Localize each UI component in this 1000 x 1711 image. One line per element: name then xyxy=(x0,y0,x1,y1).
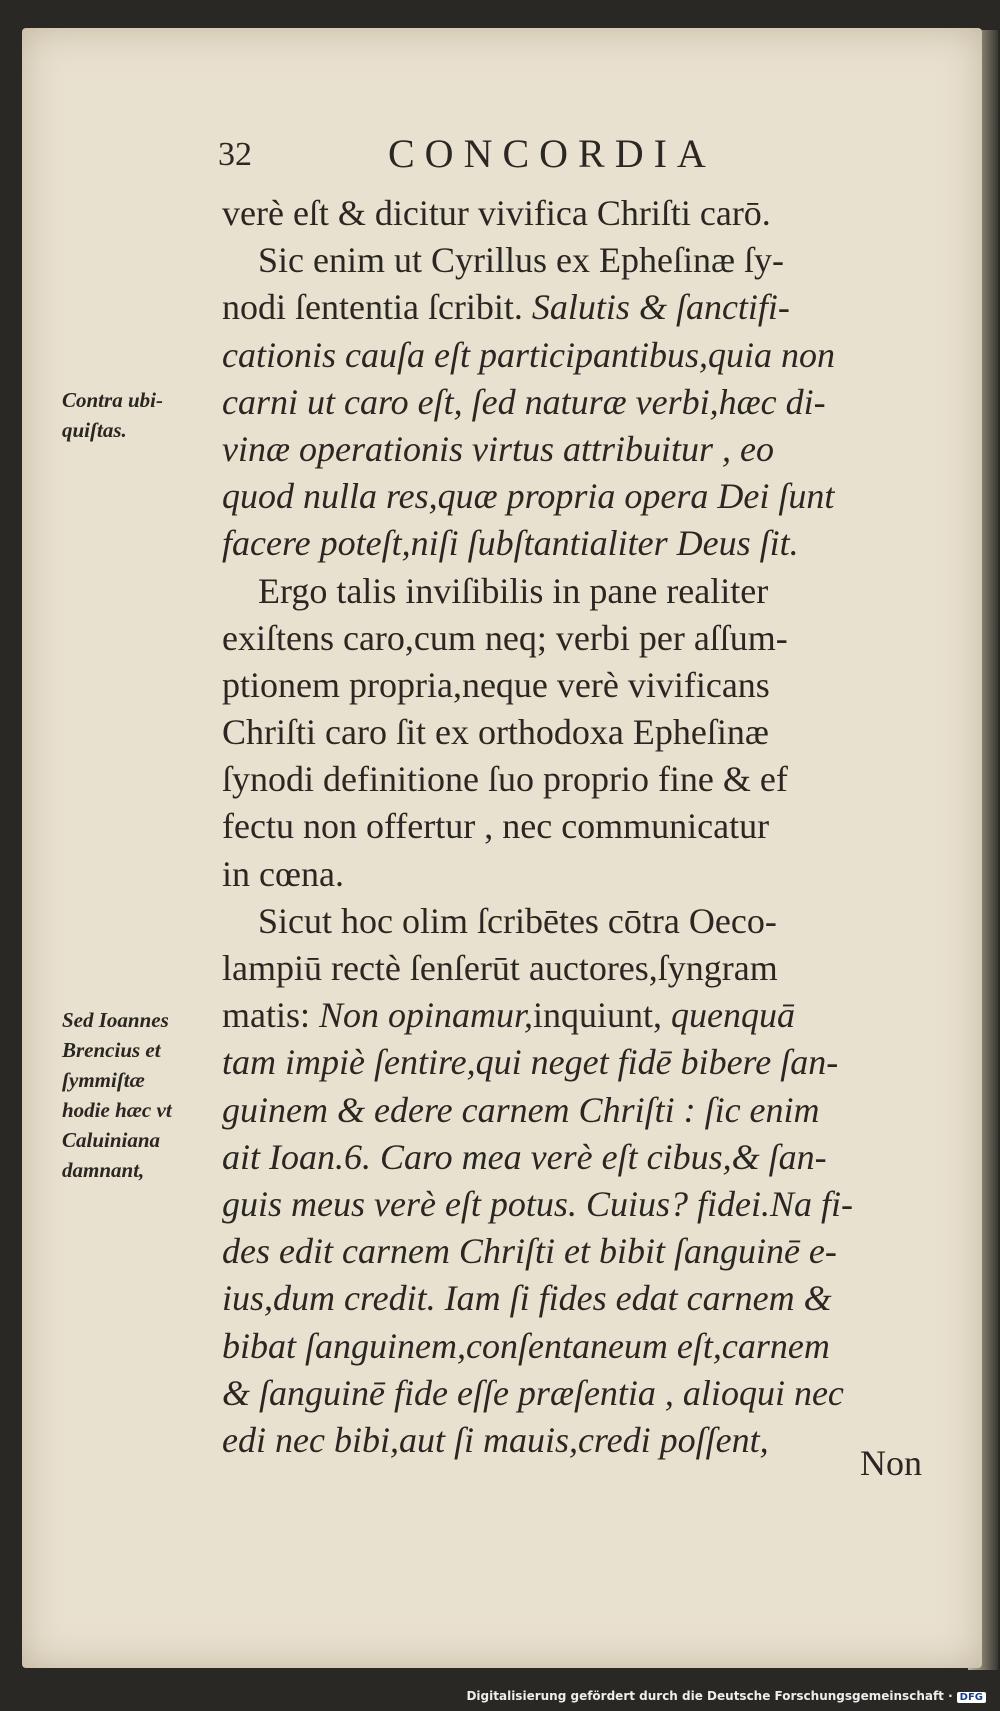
text-segment: guis meus verè eſt potus. Cuius? fidei.Na fi- xyxy=(222,1183,853,1224)
text-line xyxy=(222,1087,922,1134)
text-segment: in cœna. xyxy=(222,853,344,894)
text-line xyxy=(222,945,922,992)
text-segment: Salutis & ſanctifi- xyxy=(531,287,790,328)
text-segment: quod nulla res,quæ propria opera Dei ſunt xyxy=(222,476,835,517)
running-header xyxy=(218,130,878,190)
text-segment: ius,dum credit. Iam ſi fides edat carnem & xyxy=(222,1278,832,1319)
text-segment: bibat ſanguinem,conſentaneum eſt,carnem xyxy=(222,1325,830,1366)
text-segment: verè eſt & dicitur vivifica Chriſti carō. xyxy=(222,193,771,233)
text-line xyxy=(222,426,922,473)
marginal-line: quiſtas. xyxy=(62,418,127,442)
text-line xyxy=(222,190,922,237)
text-segment: ait Ioan.6. Caro mea verè eſt cibus,& ſan- xyxy=(222,1136,827,1177)
dfg-logo: DFG xyxy=(957,1692,986,1703)
text-line xyxy=(222,756,922,803)
marginal-line: ſymmiſtæ xyxy=(62,1068,145,1092)
text-line xyxy=(222,1228,922,1275)
text-segment: tam impiè ſentire,qui neget fidē bibere ſan- xyxy=(222,1042,839,1083)
text-line xyxy=(222,284,922,331)
text-segment: fectu non offertur , nec communicatur xyxy=(222,806,770,847)
text-segment: nodi ſententia ſcribit. xyxy=(222,287,532,328)
marginal-line: Brencius et xyxy=(62,1038,161,1062)
text-segment: exiſtens caro,cum neq; verbi per aſſum- xyxy=(222,617,788,658)
text-segment: & ſanguinē fide eſſe præſentia , alioqui nec xyxy=(222,1372,844,1413)
text-line xyxy=(222,332,922,379)
text-segment: ptionem propria,neque verè vivificans xyxy=(222,664,770,705)
text-line xyxy=(222,1181,922,1228)
running-title: CONCORDIA xyxy=(388,131,716,176)
text-line xyxy=(222,568,922,615)
text-line xyxy=(222,473,922,520)
text-line xyxy=(222,851,922,898)
marginal-line: Caluiniana xyxy=(62,1128,161,1152)
credit-text: Digitalisierung gefördert durch die Deutsche Forschungsgemeinschaft · xyxy=(466,1689,953,1703)
catchword: Non xyxy=(860,1443,922,1483)
text-segment: Chriſti caro ſit ex orthodoxa Epheſinæ xyxy=(222,712,769,753)
text-segment: carni ut caro eſt, ſed naturæ verbi,hæc di- xyxy=(222,381,826,422)
text-segment: edi nec bibi,aut ſi mauis,credi poſſent, xyxy=(222,1419,769,1460)
text-line xyxy=(222,1275,922,1322)
text-line xyxy=(222,1323,922,1370)
text-segment: Sic enim ut Cyrillus ex Epheſinæ ſy- xyxy=(258,240,784,281)
text-segment: quenquā xyxy=(671,995,796,1036)
main-text xyxy=(222,190,922,1464)
text-segment: Ergo talis inviſibilis in pane realiter xyxy=(258,570,769,611)
text-line xyxy=(222,709,922,756)
marginal-line: Contra ubi- xyxy=(62,388,163,412)
text-line xyxy=(222,1039,922,1086)
marginal-line: Sed Ioannes xyxy=(62,1008,169,1032)
digitization-credit xyxy=(466,1689,986,1703)
text-segment: vinæ operationis virtus attribuitur , eo xyxy=(222,428,775,469)
text-line xyxy=(222,992,922,1039)
text-line xyxy=(222,803,922,850)
text-segment: ſynodi definitione ſuo proprio fine & ef xyxy=(222,759,788,800)
text-line xyxy=(222,1370,922,1417)
text-line xyxy=(222,237,922,284)
text-line xyxy=(222,615,922,662)
marginal-line: damnant, xyxy=(62,1158,145,1182)
text-line xyxy=(222,1417,922,1464)
text-segment: lampiū rectè ſenſerūt auctores,ſyngram xyxy=(222,948,778,988)
page-number: 32 xyxy=(218,136,252,173)
text-line xyxy=(222,898,922,945)
text-segment: des edit carnem Chriſti et bibit ſanguinē e- xyxy=(222,1231,837,1272)
text-segment: cationis cauſa eſt participantibus,quia non xyxy=(222,334,835,375)
marginal-note-brentius xyxy=(62,1005,227,1185)
text-segment: inquiunt, xyxy=(533,995,672,1036)
text-line xyxy=(222,520,922,567)
text-line xyxy=(222,379,922,426)
marginal-note-contra xyxy=(62,385,227,445)
text-line xyxy=(222,1134,922,1181)
marginal-line: hodie hæc vt xyxy=(62,1098,172,1122)
text-segment: Sicut hoc olim ſcribētes cōtra Oeco- xyxy=(258,900,777,941)
text-line xyxy=(222,662,922,709)
text-segment: guinem & edere carnem Chriſti : ſic enim xyxy=(222,1089,820,1130)
text-segment: facere poteſt,niſi ſubſtantialiter Deus ſit. xyxy=(222,523,799,564)
text-segment: matis: xyxy=(222,995,319,1036)
text-segment: Non opinamur, xyxy=(319,995,534,1036)
